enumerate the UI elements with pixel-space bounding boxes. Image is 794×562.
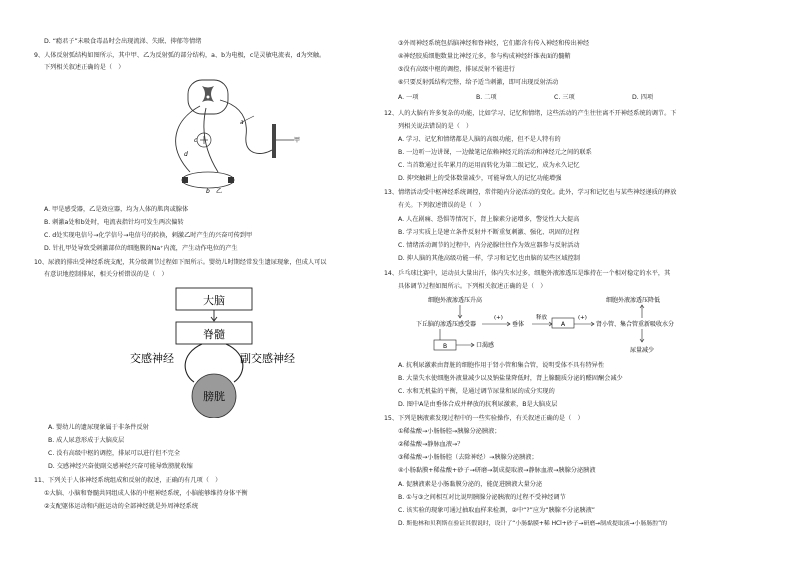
label-c: c	[194, 137, 198, 144]
fig-kidney: 肾小管、集合管重新吸收水分	[596, 321, 675, 328]
q15-option-b: B. ①与③之间相互对比说明胰腺分泌胰液的过程不受神经调节	[398, 494, 566, 501]
label-yi: 乙	[216, 188, 223, 195]
q14-stem-line2: 具体调节过程如图所示。下列相关叙述正确的是（ ）	[398, 283, 547, 290]
fig-top-right: 细胞外液渗透压降低	[606, 297, 661, 304]
q11-stem: 11、下列关于人体神经系统组成和反射的叙述，正确的有几项（ ）	[34, 477, 222, 484]
q9-option-d: D. 针扎甲处导致受刺激部位的细胞膜的Na⁺内流，产生动作电位的产生	[44, 245, 238, 252]
q14-option-d: D. 图中A是由垂体合成并释放的抗利尿激素，B是大脑皮层	[398, 401, 558, 408]
label-a: a	[240, 119, 244, 126]
q13-stem-line2: 有关。下列叙述错误的是（ ）	[398, 202, 485, 209]
q11-item-1: ①大脑、小脑和脊髓共同组成人体的中枢神经系统，小脑能够维持身体平衡	[44, 490, 248, 497]
fig-top-left: 细胞外液渗透压升高	[428, 297, 483, 304]
q14-stem-line1: 14、乒乓球比赛中，运动员大量出汗，体内失水过多，细胞外液渗透压是维持在一个相对稳定的水平，其	[384, 270, 671, 277]
q14-option-b: B. 大量失水使细胞外液量减少以及钠盐量降低时，肾上腺髓质分泌的醛固酮会减少	[398, 375, 623, 382]
q10-option-c: C. 没有高级中枢的调控，排尿可以进行但不完全	[48, 450, 181, 457]
q11-item-3: ③外周神经系统包括脑神经和脊神经，它们都含有传入神经和传出神经	[398, 40, 590, 47]
q11-option-c: C. 三项	[554, 94, 575, 101]
fig-plus-2: (+)	[578, 315, 587, 321]
q10-option-d: D. 交感神经兴奋使副交感神经兴奋可能导致膀胱收缩	[48, 463, 193, 470]
q13-stem-line1: 13、情绪活动受中枢神经系统调控，常伴随内分泌活动的变化。此外，学习和记忆也与某些神经递质的释放	[384, 189, 677, 196]
q9-stem-line1: 9、人体反射弧结构如图所示，其中甲、乙为反射弧的部分结构，a、b为电极，c是灵敏电流表，d为突触。	[34, 52, 326, 59]
q10-option-b: B. 成人尿意形成于大脑皮层	[48, 437, 125, 444]
q11-item-2: ②支配躯体运动和内脏运动的全部神经就是外周神经系统	[44, 503, 199, 510]
q12-option-a: A. 学习、记忆和情绪都是人脑的高级功能，但不是人特有的	[398, 136, 561, 143]
q10-stem-line2: 有意识地控制排尿，相关分析错误的是（ ）	[44, 271, 168, 278]
q14-regulation-figure	[410, 292, 740, 358]
fig-release: 释放	[536, 315, 548, 321]
q11-item-5: ⑤没有高级中枢的调控，排尿反射不能进行	[398, 66, 515, 73]
q15-item-1: ①稀盐酸→小肠肠腔→胰腺分泌胰液；	[398, 428, 501, 435]
sympathetic-label: 交感神经	[130, 352, 174, 365]
fig-plus-1: (+)	[494, 315, 503, 321]
q15-option-c: C. 该实验的现象可通过抽取血样来检测，②中“?”应为“胰腺不分泌胰液”	[398, 507, 595, 514]
fig-box-a: A	[560, 321, 566, 328]
fig-thirst: 口渴感	[476, 342, 495, 349]
q15-option-d: D. 斯他林和贝利斯在验证其假说时，设计了“小肠黏膜+稀 HCl+砂子→研磨→制成提取液→小肠肠腔”的	[398, 521, 668, 527]
spine-label: 脊髓	[203, 328, 225, 341]
q15-option-a: A. 促胰液素是小肠黏膜分泌的，能促进胰液大量分泌	[398, 481, 543, 488]
q12-stem-line1: 12、人的大脑有许多复杂的功能，比如学习、记忆和情绪，这些活动的产生往往离不开神经系统的调节。下	[384, 110, 677, 117]
bladder-label: 膀胱	[203, 390, 225, 403]
q10-stem-line1: 10、尿液的排出受神经系统支配，其分级调节过程如下图所示。婴幼儿时期经常发生遗尿现象，但成人可以	[34, 259, 327, 266]
q12-option-c: C. 当首数通过长年累月的运用而转化为第二级记忆，成为永久记忆	[398, 162, 580, 169]
q15-item-2: ②稀盐酸→静脉血液→？	[398, 441, 464, 448]
fig-receptor: 下丘脑的渗透压感受器	[416, 321, 477, 328]
q11-option-b: B. 二项	[476, 94, 497, 101]
label-jia: 甲	[294, 137, 301, 144]
q10-urination-figure	[124, 284, 324, 418]
q11-item-4: ④神经胶质细胞数量比神经元多，参与构成神经纤维表面的髓鞘	[398, 53, 571, 60]
q15-stem: 15、下列是胰液素发现过程中的一些实验操作，有关叙述正确的是（ ）	[384, 415, 584, 422]
label-b: b	[206, 188, 210, 195]
q13-option-b: B. 学习实质上是建立条件反射并不断重复刺激、强化、巩固的过程	[398, 229, 580, 236]
q10-option-a: A. 婴幼儿的遗尿现象属于非条件反射	[48, 424, 149, 431]
fig-pituitary: 垂体	[512, 321, 525, 328]
q13-option-d: D. 抑人脑的其他高级功能一样，学习和记忆也由脑的某些区域控制	[398, 255, 580, 262]
brain-label: 大脑	[203, 294, 225, 307]
q8-option-d: D. “瘾君子”未吸食毒品时会出现流涕、失眠、抑郁等情绪	[44, 38, 202, 45]
q13-option-a: A. 人在剧痛、恐惧等情况下，肾上腺素分泌增多，警觉性大大提高	[398, 216, 580, 223]
q9-option-c: C. d处实现电信号→化学信号→电信号的转换，刺激乙时产生的兴奋可传到甲	[44, 232, 253, 239]
q11-option-a: A. 一项	[398, 94, 419, 101]
q12-option-d: D. 抑突触耕上的受体数量减少，可能导致人的记忆功能增强	[398, 175, 562, 182]
q12-stem-line2: 列相关说法错误的是（ ）	[398, 123, 473, 130]
q12-option-b: B. 一边听一边讲课，一边做笔记依赖神经元的活动和神经元之间的联系	[398, 149, 592, 156]
fig-box-b: B	[442, 343, 448, 350]
fig-urine: 尿量减少	[630, 347, 655, 354]
q14-option-a: A. 抗利尿激素由肾脏的细胞作用于肾小管和集合管，说明受体不具有特异性	[398, 362, 605, 369]
parasympathetic-label: 副交感神经	[240, 352, 295, 365]
q11-item-6: ⑥只要反射弧结构完整，给予适当刺激，即可出现反射活动	[398, 79, 559, 86]
q9-option-b: B. 刺激a处和b处时，电流表指针均可发生两次偏转	[44, 219, 184, 226]
q14-option-c: C. 水和无机盐的平衡，是通过调节尿量和尿的成分实现的	[398, 388, 555, 395]
q9-option-a: A. 甲是感受器，乙是效应器，均为人体的肌肉或腺体	[44, 206, 189, 213]
q15-item-3: ③稀盐酸→小肠肠腔（去除神经）→胰腺分泌胰液；	[398, 454, 538, 461]
q11-option-d: D. 四项	[632, 94, 654, 101]
q9-reflex-arc-figure	[144, 76, 304, 200]
q15-item-4: ④小肠黏膜+稀盐酸+砂子→研磨→制成提取液→静脉血液→胰腺分泌胰液	[398, 467, 596, 474]
q9-stem-line2: 下列相关叙述正确的是（ ）	[44, 64, 125, 71]
q13-option-c: C. 情绪活动调节的过程中，内分泌腺往往作为效应器参与反射活动	[398, 242, 580, 249]
label-d: d	[184, 151, 188, 158]
